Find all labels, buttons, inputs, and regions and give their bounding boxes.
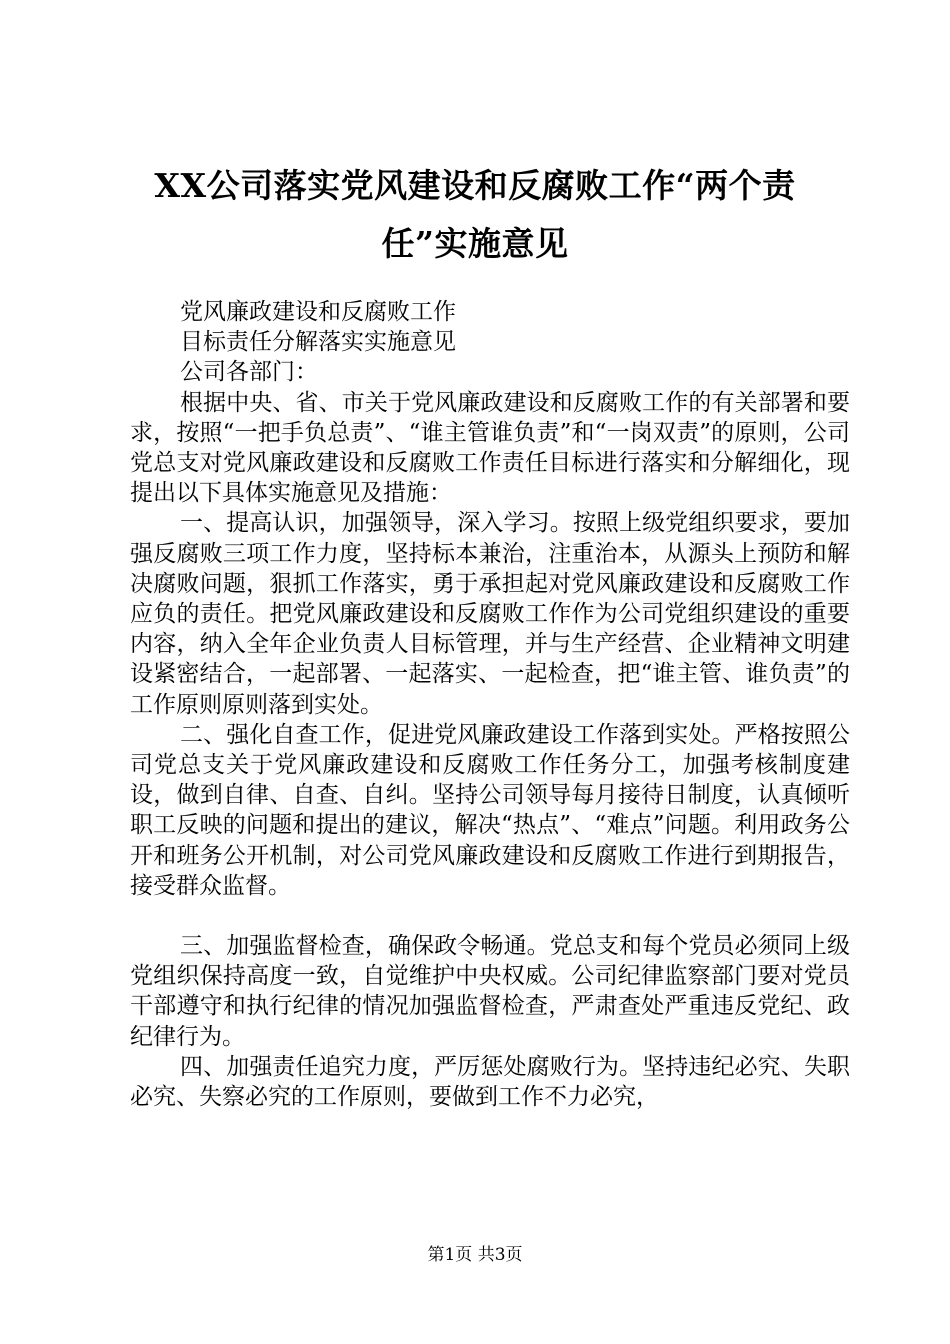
- paragraph-section-1: 一、提高认识，加强领导，深入学习。按照上级党组织要求，要加强反腐败三项工作力度，坚持标本兼治，注重治本，从源头上预防和解决腐败问题，狠抓工作落实，勇于承担起对党风廉政建设和反腐败工作应负的责任。把党风廉政建设和反腐败工作作为公司党组织建设的重要内容，纳入全年企业负责人目标管理，并与生产经营、企业精神文明建设紧密结合，一起部署、一起落实、一起检查，把“谁主管、谁负责”的工作原则原则落到实处。: [130, 510, 850, 718]
- paragraph-heading-1: 党风廉政建设和反腐败工作: [180, 299, 456, 325]
- paragraph-heading-2: 目标责任分解落实实施意见: [180, 329, 456, 356]
- paragraph-intro: 根据中央、省、市关于党风廉政建设和反腐败工作的有关部署和要求，按照“一把手负总责”、“谁主管谁负责”和“一岗双责”的原则，公司党总支对党风廉政建设和反腐败工作责任目标进行落实和分解细化，现提出以下具体实施意见及措施：: [130, 389, 850, 507]
- document-body: [130, 297, 850, 1112]
- paragraph-salutation: 公司各部门：: [180, 359, 318, 386]
- page-footer: 第1页 共3页: [427, 1245, 523, 1265]
- paragraph-section-3: 三、加强监督检查，确保政令畅通。党总支和每个党员必须同上级党组织保持高度一致，自觉维护中央权威。公司纪律监察部门要对党员干部遵守和执行纪律的情况加强监督检查，严肃查处严重违反党纪、政纪律行为。: [130, 933, 850, 1050]
- paragraph-section-4: 四、加强责任追究力度，严厉惩处腐败行为。坚持违纪必究、失职必究、失察必究的工作原则，要做到工作不力必究，: [130, 1053, 850, 1111]
- document-title: XX公司落实党风建设和反腐败工作“两个责任”实施意见: [154, 166, 796, 263]
- paragraph-section-2: 二、强化自查工作，促进党风廉政建设工作落到实处。严格按照公司党总支关于党风廉政建设和反腐败工作任务分工，加强考核制度建设，做到自律、自查、自纠。坚持公司领导每月接待日制度，认真倾听职工反映的问题和提出的建议，解决“热点”、“难点”问题。利用政务公开和班务公开机制，对公司党风廉政建设和反腐败工作进行到期报告，接受群众监督。: [130, 721, 850, 899]
